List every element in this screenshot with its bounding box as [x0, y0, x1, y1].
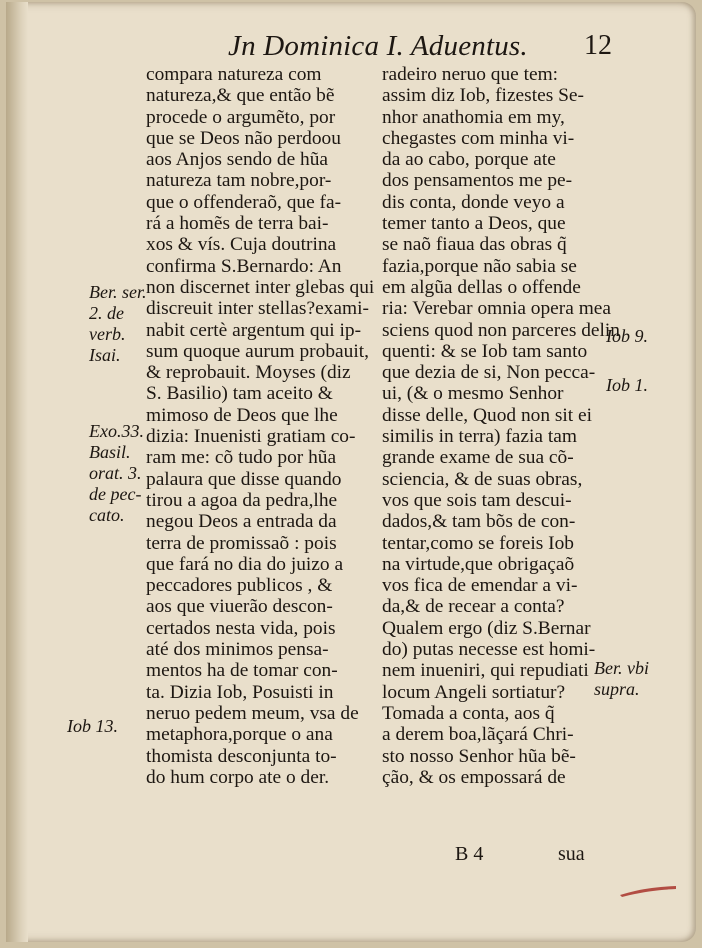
text-line: dizia: Inuenisti gratiam co- — [146, 426, 356, 448]
text-line: sciencia, & de suas obras, — [382, 468, 583, 490]
text-line: S. Basilio) tam aceito & — [146, 383, 333, 405]
text-line: vos fica de emendar a vi- — [382, 575, 578, 597]
left-text-column — [146, 64, 375, 788]
folio-number: 12 — [584, 30, 612, 61]
text-line: grande exame de sua cõ- — [382, 447, 574, 469]
margin-note-line: Ber. vbi — [594, 658, 649, 678]
text-line: negou Deos a entrada da — [146, 511, 337, 533]
text-line: dis conta, donde veyo a — [382, 191, 565, 213]
text-line: nem inueniri, qui repudiati — [382, 660, 589, 682]
running-head: Jn Dominica I. Aduentus. — [228, 30, 528, 62]
red-ink-stain — [618, 884, 678, 898]
text-line: procede o argumẽto, por — [146, 106, 336, 128]
text-line: em algũa dellas o offende — [382, 276, 581, 298]
margin-note-line: Iob 1. — [606, 375, 648, 395]
page-gutter — [6, 2, 28, 942]
text-line: chegastes com minha vi- — [382, 127, 575, 149]
text-line: ria: Verebar omnia opera mea — [382, 298, 611, 320]
left-margin-note-job13 — [67, 716, 118, 737]
margin-note-line: cato. — [89, 505, 125, 525]
text-line: dos pensamentos me pe- — [382, 170, 573, 192]
text-line: disse delle, Quod non sit ei — [382, 404, 593, 426]
margin-note-line: Iob 9. — [606, 326, 648, 346]
margin-note-line: orat. 3. — [89, 463, 142, 483]
text-line: nhor anathomia em my, — [382, 106, 565, 128]
text-line: ta. Dizia Iob, Posuisti in — [146, 681, 334, 703]
text-line: natureza,& que então bẽ — [146, 85, 335, 107]
margin-note-line: Iob 13. — [67, 716, 118, 736]
text-line: quenti: & se Iob tam santo — [382, 340, 588, 362]
text-line: sciens quod non parceres delin — [382, 319, 620, 341]
text-line: compara natureza com — [146, 64, 322, 85]
text-line: ção, & os empossará de — [382, 766, 566, 788]
text-line: do) putas necesse est homi- — [382, 639, 596, 661]
text-line: na virtude,que obrigaçaõ — [382, 553, 575, 575]
text-line: & reprobauit. Moyses (diz — [146, 362, 351, 384]
text-line: sto nosso Senhor hũa bẽ- — [382, 745, 576, 767]
text-line: palaura que disse quando — [146, 468, 342, 490]
margin-note-line: verb. — [89, 324, 126, 344]
margin-note-line: Isai. — [89, 345, 121, 365]
margin-note-line: Exo.33. — [89, 421, 144, 441]
catchword: sua — [558, 843, 585, 865]
text-line: metaphora,porque o ana — [146, 724, 333, 746]
text-line: tirou a agoa da pedra,lhe — [146, 489, 338, 511]
right-margin-note-job1 — [606, 375, 648, 396]
text-line: similis in terra) fazia tam — [382, 426, 577, 448]
text-line: do hum corpo ate o der. — [146, 766, 330, 788]
text-line: discreuit inter stellas?exami- — [146, 298, 369, 320]
text-line: mentos ha de tomar con- — [146, 660, 338, 682]
text-line: a derem boa,lãçará Chri- — [382, 724, 574, 746]
margin-note-line: Ber. ser. — [89, 282, 147, 302]
text-line: radeiro neruo que tem: — [382, 64, 559, 85]
text-line: rá a homẽs de terra bai- — [146, 213, 329, 235]
left-margin-note-bernardo — [89, 282, 147, 366]
text-line: que dezia de si, Non pecca- — [382, 362, 596, 384]
text-line: locum Angeli sortiatur? — [382, 681, 566, 703]
text-line: Tomada a conta, aos q̃ — [382, 702, 555, 724]
margin-note-line: 2. de — [89, 303, 124, 323]
text-line: non discernet inter glebas qui — [146, 276, 375, 298]
text-line: thomista desconjunta to- — [146, 745, 337, 767]
text-line: assim diz Iob, fizestes Se- — [382, 85, 584, 107]
text-line: que fará no dia do juizo a — [146, 553, 344, 575]
text-line: que se Deos não perdoou — [146, 127, 341, 149]
margin-note-line: Basil. — [89, 442, 131, 462]
text-line: certados nesta vida, pois — [146, 617, 336, 639]
text-line: se naõ fiaua das obras q̃ — [382, 234, 567, 256]
text-line: natureza tam nobre,por- — [146, 170, 332, 192]
left-margin-note-exodus-basil — [89, 421, 144, 526]
text-line: temer tanto a Deos, que — [382, 213, 566, 235]
text-line: peccadores publicos , & — [146, 575, 333, 597]
text-line: mimoso de Deos que lhe — [146, 404, 338, 426]
text-line: até dos minimos pensa- — [146, 639, 329, 661]
right-margin-note-job9 — [606, 326, 648, 347]
text-line: neruo pedem meum, vsa de — [146, 702, 359, 724]
text-line: Qualem ergo (diz S.Bernar — [382, 617, 591, 639]
text-line: sum quoque aurum probauit, — [146, 340, 369, 362]
signature-mark: B 4 — [455, 843, 484, 865]
margin-note-line: de pec- — [89, 484, 142, 504]
text-line: ram me: cõ tudo por hũa — [146, 447, 337, 469]
text-line: terra de promissaõ : pois — [146, 532, 337, 554]
text-line: dados,& tam bõs de con- — [382, 511, 576, 533]
margin-note-line: supra. — [594, 679, 640, 699]
text-line: que o offenderaõ, que fa- — [146, 191, 342, 213]
text-line: xos & vís. Cuja doutrina — [146, 234, 337, 256]
right-margin-note-bernardo — [594, 658, 649, 700]
text-line: da ao cabo, porque ate — [382, 149, 556, 171]
text-line: ui, (& o mesmo Senhor — [382, 383, 564, 405]
text-line: fazia,porque não sabia se — [382, 255, 577, 277]
text-line: confirma S.Bernardo: An — [146, 255, 342, 277]
text-line: aos que viuerão descon- — [146, 596, 333, 618]
text-line: vos que sois tam descui- — [382, 489, 572, 511]
text-line: nabit certè argentum qui ip- — [146, 319, 362, 341]
text-line: tentar,como se foreis Iob — [382, 532, 574, 554]
text-line: da,& de recear a conta? — [382, 596, 565, 618]
text-line: aos Anjos sendo de hũa — [146, 149, 329, 171]
